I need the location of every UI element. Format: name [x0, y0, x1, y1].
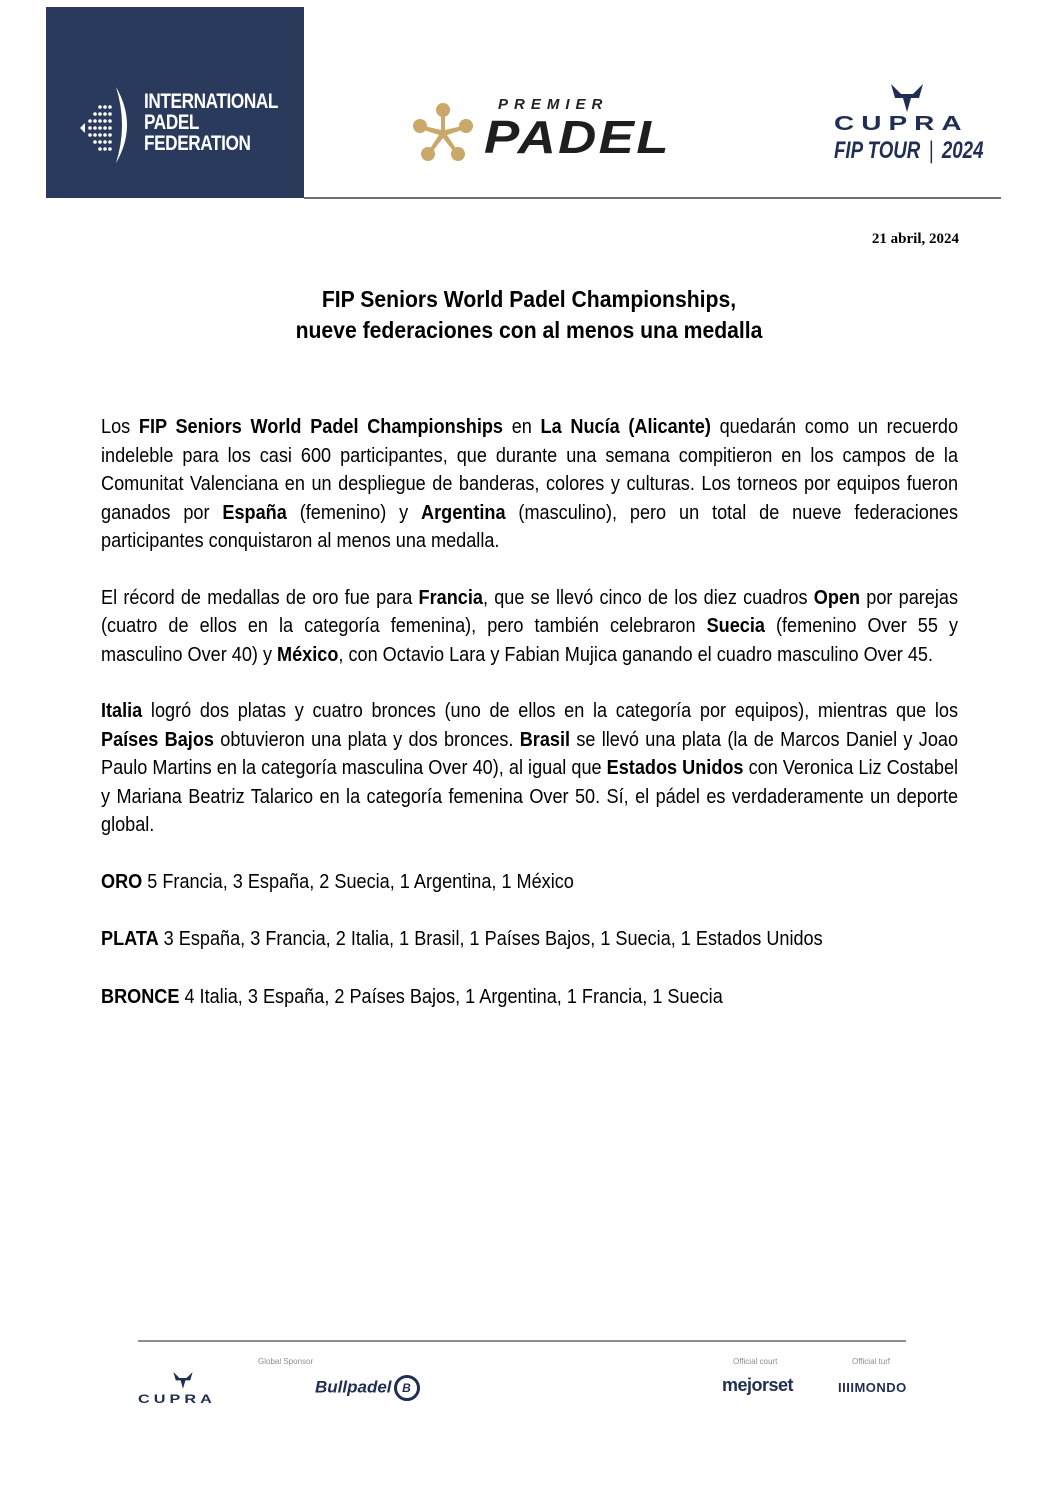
text-run: (femenino) y — [286, 501, 422, 524]
bold-run: FIP Seniors World Padel Championships — [138, 416, 503, 438]
bold-run: Países Bajos — [101, 728, 214, 751]
official-court-label: Official court — [733, 1357, 778, 1366]
cupra-word: CUPRA — [834, 113, 969, 135]
bold-run: Brasil — [519, 728, 571, 751]
bold-run: Estados Unidos — [606, 757, 744, 779]
press-release-date: 21 abril, 2024 — [871, 231, 959, 247]
medal-label-bronce: BRONCE — [101, 985, 180, 1008]
ipf-line-2: PADEL — [144, 111, 200, 134]
text-run: se llevó una plata (la de Marcos Daniel y Joao Paulo Martins en la categoría masculina Over 40), al igual que — [101, 728, 959, 779]
official-turf-label: Official turf — [852, 1357, 891, 1366]
global-sponsor-label: Global Sponsor — [258, 1357, 314, 1366]
text-run: (femenino Over 55 y masculino Over 40) y — [101, 615, 959, 666]
bold-run: España — [222, 501, 287, 524]
bold-run: Open — [813, 586, 861, 609]
fip-tour-2024 — [834, 138, 983, 164]
paragraph-3 — [101, 697, 958, 840]
ipf-logo-text — [144, 91, 278, 154]
title-line-2: nueve federaciones con al menos una medalla — [295, 317, 763, 343]
fip-tour-year: 2024 — [941, 137, 984, 164]
article-body — [101, 413, 958, 1040]
medal-list-plata: 3 España, 3 Francia, 2 Italia, 1 Brasil, 1 Países Bajos, 1 Suecia, 1 Estados Unidos — [158, 928, 823, 950]
medal-line-bronce — [101, 983, 877, 1012]
bold-run: Argentina — [421, 501, 506, 524]
padel-star-icon — [412, 102, 474, 164]
bold-run: La Nucía (Alicante) — [540, 416, 711, 438]
footer-mondo-logo: IIIIMONDO — [838, 1380, 907, 1395]
footer-mejorset-logo: mejorset — [722, 1375, 794, 1395]
medal-line-plata — [101, 925, 877, 954]
cupra-fip-tour-logo — [832, 84, 982, 174]
bullpadel-mark-icon: B — [394, 1375, 420, 1401]
text-run: , que se llevó cinco de los diez cuadros — [482, 586, 814, 609]
medal-label-oro: ORO — [101, 870, 143, 893]
footer-cupra-word: CUPRA — [138, 1392, 216, 1406]
header-divider — [304, 197, 1001, 199]
cupra-emblem-icon — [889, 84, 925, 114]
paragraph-2 — [101, 584, 958, 670]
footer-divider — [138, 1340, 906, 1342]
fip-tour-text: FIP TOUR — [834, 137, 921, 164]
bold-run: Italia — [101, 700, 143, 722]
footer-bullpadel-logo — [315, 1375, 420, 1401]
padel-racket-icon — [76, 85, 136, 165]
text-run: (masculino), pero un total de nueve federaciones participantes conquistaron al menos una medalla. — [101, 501, 959, 552]
paragraph-1 — [101, 413, 958, 556]
fip-tour-separator: | — [928, 137, 934, 164]
medal-label-plata: PLATA — [101, 928, 159, 950]
bold-run: Suecia — [706, 615, 765, 637]
padel-text: PADEL — [484, 111, 671, 163]
page-title — [134, 284, 923, 346]
ipf-line-3: FEDERATION — [144, 132, 251, 155]
ipf-logo — [46, 7, 304, 198]
premier-text: PREMIER — [498, 96, 609, 113]
text-run: en — [502, 416, 541, 438]
medal-list-oro: 5 Francia, 3 España, 2 Suecia, 1 Argentina, 1 México — [142, 870, 574, 893]
text-run: El récord de medallas de oro fue para — [101, 586, 419, 609]
ipf-line-1: INTERNATIONAL — [144, 90, 279, 113]
text-run: Los — [101, 416, 139, 438]
premier-padel-logo — [412, 96, 702, 166]
medal-list-bronce: 4 Italia, 3 España, 2 Países Bajos, 1 Argentina, 1 Francia, 1 Suecia — [179, 985, 723, 1008]
text-run: por parejas (cuatro de ellos en la categoría femenina), pero también celebraron — [101, 586, 959, 637]
text-run: obtuvieron una plata y dos bronces. — [213, 728, 520, 751]
bullpadel-text: Bullpadel — [315, 1377, 392, 1397]
title-line-1: FIP Seniors World Padel Championships, — [321, 286, 737, 312]
text-run: quedarán como un recuerdo indeleble para los casi 600 participantes, que durante una semana compitieron en los campos de la Comunitat Valenciana en un despliegue de banderas, colores y culturas. Los torneos por equipos fueron ganados por — [101, 416, 959, 524]
medal-line-oro — [101, 868, 877, 897]
cupra-emblem-icon — [172, 1372, 194, 1390]
text-run: con Veronica Liz Costabel y Mariana Beatriz Talarico en la categoría femenina Over 50. Sí, el pádel es verdaderamente un deporte global. — [101, 757, 959, 836]
text-run: logró dos platas y cuatro bronces (uno de ellos en la categoría por equipos), mientras que los — [142, 700, 959, 722]
bold-run: México — [277, 643, 339, 666]
text-run: , con Octavio Lara y Fabian Mujica ganando el cuadro masculino Over 45. — [338, 643, 934, 666]
footer-cupra-logo — [138, 1372, 230, 1408]
bold-run: Francia — [418, 586, 483, 609]
